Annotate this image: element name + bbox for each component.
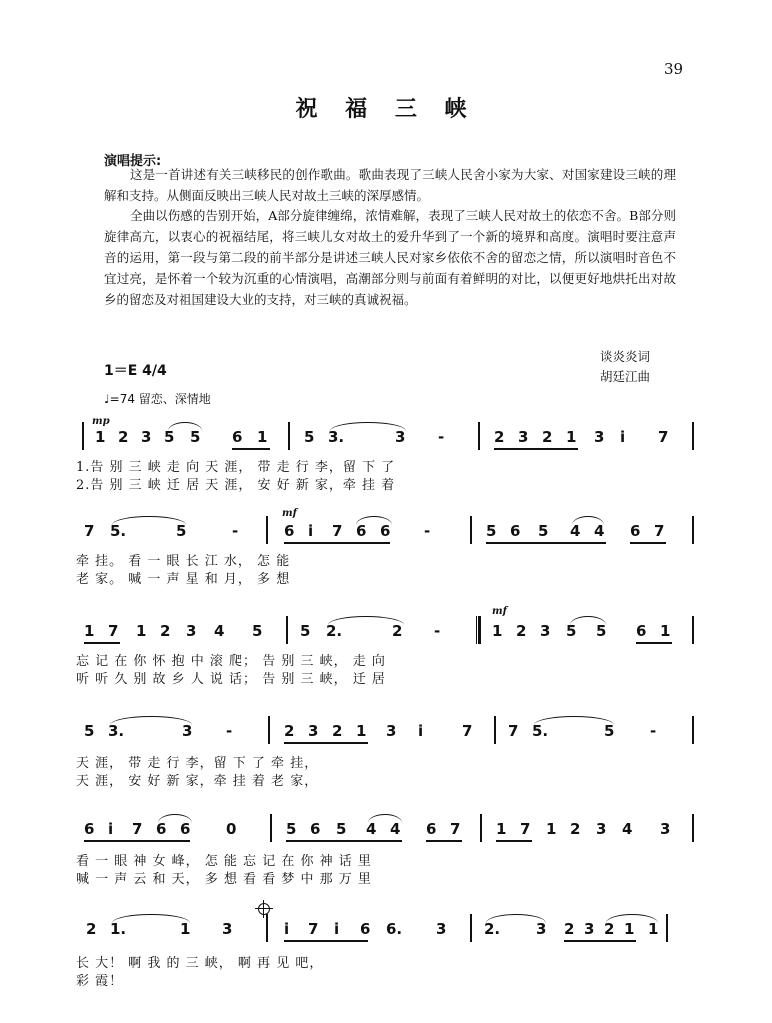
note: 5 bbox=[164, 428, 175, 446]
beam bbox=[84, 642, 120, 644]
bar-line bbox=[478, 422, 480, 450]
note: 5 bbox=[486, 522, 497, 540]
note: 3 bbox=[596, 820, 607, 838]
lyric-line-verse-1: 长 大！ 啊 我 的 三 峡， 啊 再 见 吧， bbox=[76, 956, 324, 971]
bar-line bbox=[692, 422, 694, 450]
composer-credit: 胡廷江曲 bbox=[600, 369, 651, 384]
notation-row bbox=[0, 722, 772, 746]
dynamic-marking: mf bbox=[492, 606, 507, 617]
note: 2 bbox=[564, 920, 575, 938]
note: 1. bbox=[110, 920, 127, 938]
note: 5 bbox=[538, 522, 549, 540]
note: 7 bbox=[84, 522, 95, 540]
note: 6 bbox=[356, 522, 367, 540]
note: 1 bbox=[566, 428, 577, 446]
bar-line bbox=[470, 516, 472, 544]
note: 7 bbox=[308, 920, 319, 938]
note: 7 bbox=[520, 820, 531, 838]
note: 2 bbox=[604, 920, 615, 938]
notation-row bbox=[0, 522, 772, 546]
note: 5 bbox=[176, 522, 187, 540]
beam bbox=[284, 940, 368, 942]
notation-row bbox=[0, 920, 772, 944]
lyric-line-verse-1: 牵 挂。 看 一 眼 长 江 水， 怎 能 bbox=[76, 554, 291, 569]
key-signature: 1＝E 4/4 bbox=[104, 363, 167, 379]
credits bbox=[600, 347, 650, 387]
note: 3 bbox=[386, 722, 397, 740]
lyric-line-verse-2: 听 听 久 别 故 乡 人 说 话； 告 别 三 峡， 迁 居 bbox=[76, 672, 386, 687]
note: 3 bbox=[540, 622, 551, 640]
note: 2 bbox=[86, 920, 97, 938]
note: 3 bbox=[660, 820, 671, 838]
note: 5 bbox=[304, 428, 315, 446]
song-title: 祝 福 三 峡 bbox=[295, 96, 477, 122]
note: 4 bbox=[214, 622, 225, 640]
bar-line bbox=[270, 814, 272, 842]
slur bbox=[572, 516, 604, 525]
note: 1 bbox=[356, 722, 367, 740]
note: 3 bbox=[395, 428, 406, 446]
note: 2. bbox=[326, 622, 343, 640]
lyric-line-verse-2: 彩 霞！ bbox=[76, 974, 124, 989]
beam bbox=[486, 542, 606, 544]
beam bbox=[630, 542, 666, 544]
notation-row bbox=[0, 622, 772, 646]
note: i bbox=[418, 722, 424, 740]
slur bbox=[112, 516, 186, 525]
note: 5. bbox=[532, 722, 549, 740]
note: 1 bbox=[257, 428, 268, 446]
note: 4 bbox=[390, 820, 401, 838]
note: 1 bbox=[95, 428, 106, 446]
lyricist-credit: 谈炎炎词 bbox=[600, 349, 651, 364]
note: 6 bbox=[426, 820, 437, 838]
note: 2 bbox=[118, 428, 129, 446]
bar-line bbox=[692, 616, 694, 644]
note: 3 bbox=[308, 722, 319, 740]
note: 6 bbox=[284, 522, 295, 540]
bar-line bbox=[286, 616, 288, 644]
slur bbox=[606, 914, 658, 923]
note: 7 bbox=[654, 522, 665, 540]
slur bbox=[356, 516, 392, 525]
note: 6 bbox=[636, 622, 647, 640]
note: 5 bbox=[286, 820, 297, 838]
note: 7 bbox=[132, 820, 143, 838]
note: 6 bbox=[84, 820, 95, 838]
note: 2 bbox=[516, 622, 527, 640]
lyric-line-verse-1: 天 涯， 带 走 行 李，留 下 了 牵 挂， bbox=[76, 756, 319, 771]
note: 4 bbox=[622, 820, 633, 838]
note: 2 bbox=[494, 428, 505, 446]
note: 2 bbox=[284, 722, 295, 740]
note: - bbox=[232, 522, 239, 540]
note: 1 bbox=[492, 622, 503, 640]
beam bbox=[84, 840, 190, 842]
beam bbox=[564, 940, 636, 942]
note: 1 bbox=[496, 820, 507, 838]
beam bbox=[636, 642, 672, 644]
beam bbox=[286, 840, 402, 842]
note: 0 bbox=[226, 820, 237, 838]
bar-line bbox=[480, 814, 482, 842]
slur bbox=[486, 914, 546, 923]
note: i bbox=[308, 522, 314, 540]
lyric-line-verse-2: 喊 一 声 云 和 天， 多 想 看 看 梦 中 那 万 里 bbox=[76, 872, 372, 887]
note: 3 bbox=[518, 428, 529, 446]
note: 5 bbox=[336, 820, 347, 838]
note: - bbox=[226, 722, 233, 740]
coda-sign-icon bbox=[258, 903, 270, 915]
dynamic-marking: mf bbox=[282, 508, 297, 519]
beam bbox=[284, 742, 368, 744]
note: 1 bbox=[136, 622, 147, 640]
slur bbox=[158, 814, 192, 823]
bar-line bbox=[266, 914, 268, 942]
beam bbox=[496, 840, 532, 842]
bar-line bbox=[692, 814, 694, 842]
note: 1 bbox=[180, 920, 191, 938]
note: 3 bbox=[594, 428, 605, 446]
bar-line bbox=[266, 516, 268, 544]
bar-line bbox=[494, 716, 496, 744]
bar-line bbox=[268, 716, 270, 744]
note: 3 bbox=[536, 920, 547, 938]
note: 5 bbox=[604, 722, 615, 740]
note: - bbox=[424, 522, 431, 540]
note: 1 bbox=[84, 622, 95, 640]
note: 7 bbox=[462, 722, 473, 740]
note: 1 bbox=[624, 920, 635, 938]
tempo-marking: ♩=74 留恋、深情地 bbox=[104, 392, 211, 406]
beam bbox=[426, 840, 462, 842]
page-number: 39 bbox=[664, 60, 684, 78]
note: 3 bbox=[141, 428, 152, 446]
bar-line bbox=[666, 914, 668, 942]
note: 6 bbox=[180, 820, 191, 838]
note: 7 bbox=[508, 722, 519, 740]
note: 2 bbox=[160, 622, 171, 640]
lyric-line-verse-2: 2.告 别 三 峡 迁 居 天 涯， 安 好 新 家，牵 挂 着 bbox=[76, 478, 396, 493]
note: - bbox=[650, 722, 657, 740]
lyric-line-verse-2: 老 家。 喊 一 声 星 和 月， 多 想 bbox=[76, 572, 291, 587]
bar-line bbox=[692, 516, 694, 544]
beam bbox=[284, 542, 390, 544]
note: 5 bbox=[596, 622, 607, 640]
note: 3 bbox=[436, 920, 447, 938]
note: 6 bbox=[156, 820, 167, 838]
repeat-bar-line bbox=[476, 616, 481, 644]
notation-row bbox=[0, 428, 772, 452]
note: 1 bbox=[546, 820, 557, 838]
note: 7 bbox=[450, 820, 461, 838]
note: 2. bbox=[484, 920, 501, 938]
note: 5 bbox=[300, 622, 311, 640]
note: 6 bbox=[232, 428, 243, 446]
note: 6 bbox=[630, 522, 641, 540]
note: 5 bbox=[252, 622, 263, 640]
note: 2 bbox=[392, 622, 403, 640]
slur bbox=[368, 814, 402, 823]
performance-notes-paragraph: 全曲以伤感的告别开始，A部分旋律缠绵，浓情难解，表现了三峡人民对故土的依恋不舍。B部分则旋律高亢，以衷心的祝福结尾，将三峡儿女对故土的爱升华到了一个新的境界和高度。演唱时要注意声音的运用，第一段与第二段的前半部分是讲述三峡人民对家乡依依不舍的留恋之情，所以演唱时音色不宜过亮，是怀着一个较为沉重的心情演唱，高潮部分则与前面有着鲜明的对比，以便更好地烘托出对故乡的留恋及对祖国建设大业的支持，对三峡的真诚祝福。 bbox=[104, 208, 676, 307]
note: i bbox=[334, 920, 340, 938]
slur bbox=[330, 422, 406, 431]
note: 4 bbox=[366, 820, 377, 838]
note: 2 bbox=[542, 428, 553, 446]
note: 5 bbox=[190, 428, 201, 446]
note: 4 bbox=[594, 522, 605, 540]
note: 6 bbox=[310, 820, 321, 838]
note: 1 bbox=[660, 622, 671, 640]
bar-line bbox=[692, 716, 694, 744]
note: - bbox=[434, 622, 441, 640]
note: 4 bbox=[570, 522, 581, 540]
beam bbox=[232, 448, 270, 450]
lyric-line-verse-1: 1.告 别 三 峡 走 向 天 涯， 带 走 行 李，留 下 了 bbox=[76, 460, 396, 475]
note: 7 bbox=[332, 522, 343, 540]
bar-line bbox=[288, 422, 290, 450]
note: i bbox=[620, 428, 626, 446]
lyric-line-verse-1: 忘 记 在 你 怀 抱 中 滚 爬； 告 别 三 峡， 走 向 bbox=[76, 654, 386, 669]
note: 5 bbox=[566, 622, 577, 640]
note: 7 bbox=[658, 428, 669, 446]
note: 3 bbox=[584, 920, 595, 938]
slur bbox=[168, 422, 202, 431]
note: 6. bbox=[386, 920, 403, 938]
note: 7 bbox=[108, 622, 119, 640]
dynamic-marking: mp bbox=[92, 416, 110, 427]
slur bbox=[570, 616, 606, 625]
bar-line bbox=[470, 914, 472, 942]
note: 3 bbox=[186, 622, 197, 640]
note: i bbox=[108, 820, 114, 838]
note: 3. bbox=[328, 428, 345, 446]
note: 3. bbox=[108, 722, 125, 740]
note: 3 bbox=[182, 722, 193, 740]
note: - bbox=[438, 428, 445, 446]
note: 2 bbox=[570, 820, 581, 838]
lyric-line-verse-1: 看 一 眼 神 女 峰， 怎 能 忘 记 在 你 神 话 里 bbox=[76, 854, 372, 869]
note: 5 bbox=[84, 722, 95, 740]
performance-notes-heading: 演唱提示: bbox=[104, 154, 162, 169]
note: 6 bbox=[380, 522, 391, 540]
note: 6 bbox=[510, 522, 521, 540]
slur bbox=[534, 716, 614, 725]
bar-line bbox=[82, 422, 84, 450]
performance-notes-paragraph: 这是一首讲述有关三峡移民的创作歌曲。歌曲表现了三峡人民舍小家为大家、对国家建设三峡的理解和支持。从侧面反映出三峡人民对故土三峡的深厚感情。 bbox=[104, 167, 676, 203]
notation-row bbox=[0, 820, 772, 844]
slur bbox=[110, 716, 192, 725]
note: 6 bbox=[360, 920, 371, 938]
note: 3 bbox=[222, 920, 233, 938]
lyric-line-verse-2: 天 涯， 安 好 新 家，牵 挂 着 老 家， bbox=[76, 774, 319, 789]
note: 5. bbox=[110, 522, 127, 540]
slur bbox=[328, 616, 404, 625]
note: 2 bbox=[332, 722, 343, 740]
slur bbox=[112, 914, 190, 923]
beam bbox=[494, 448, 578, 450]
note: i bbox=[284, 920, 290, 938]
note: 1 bbox=[648, 920, 659, 938]
